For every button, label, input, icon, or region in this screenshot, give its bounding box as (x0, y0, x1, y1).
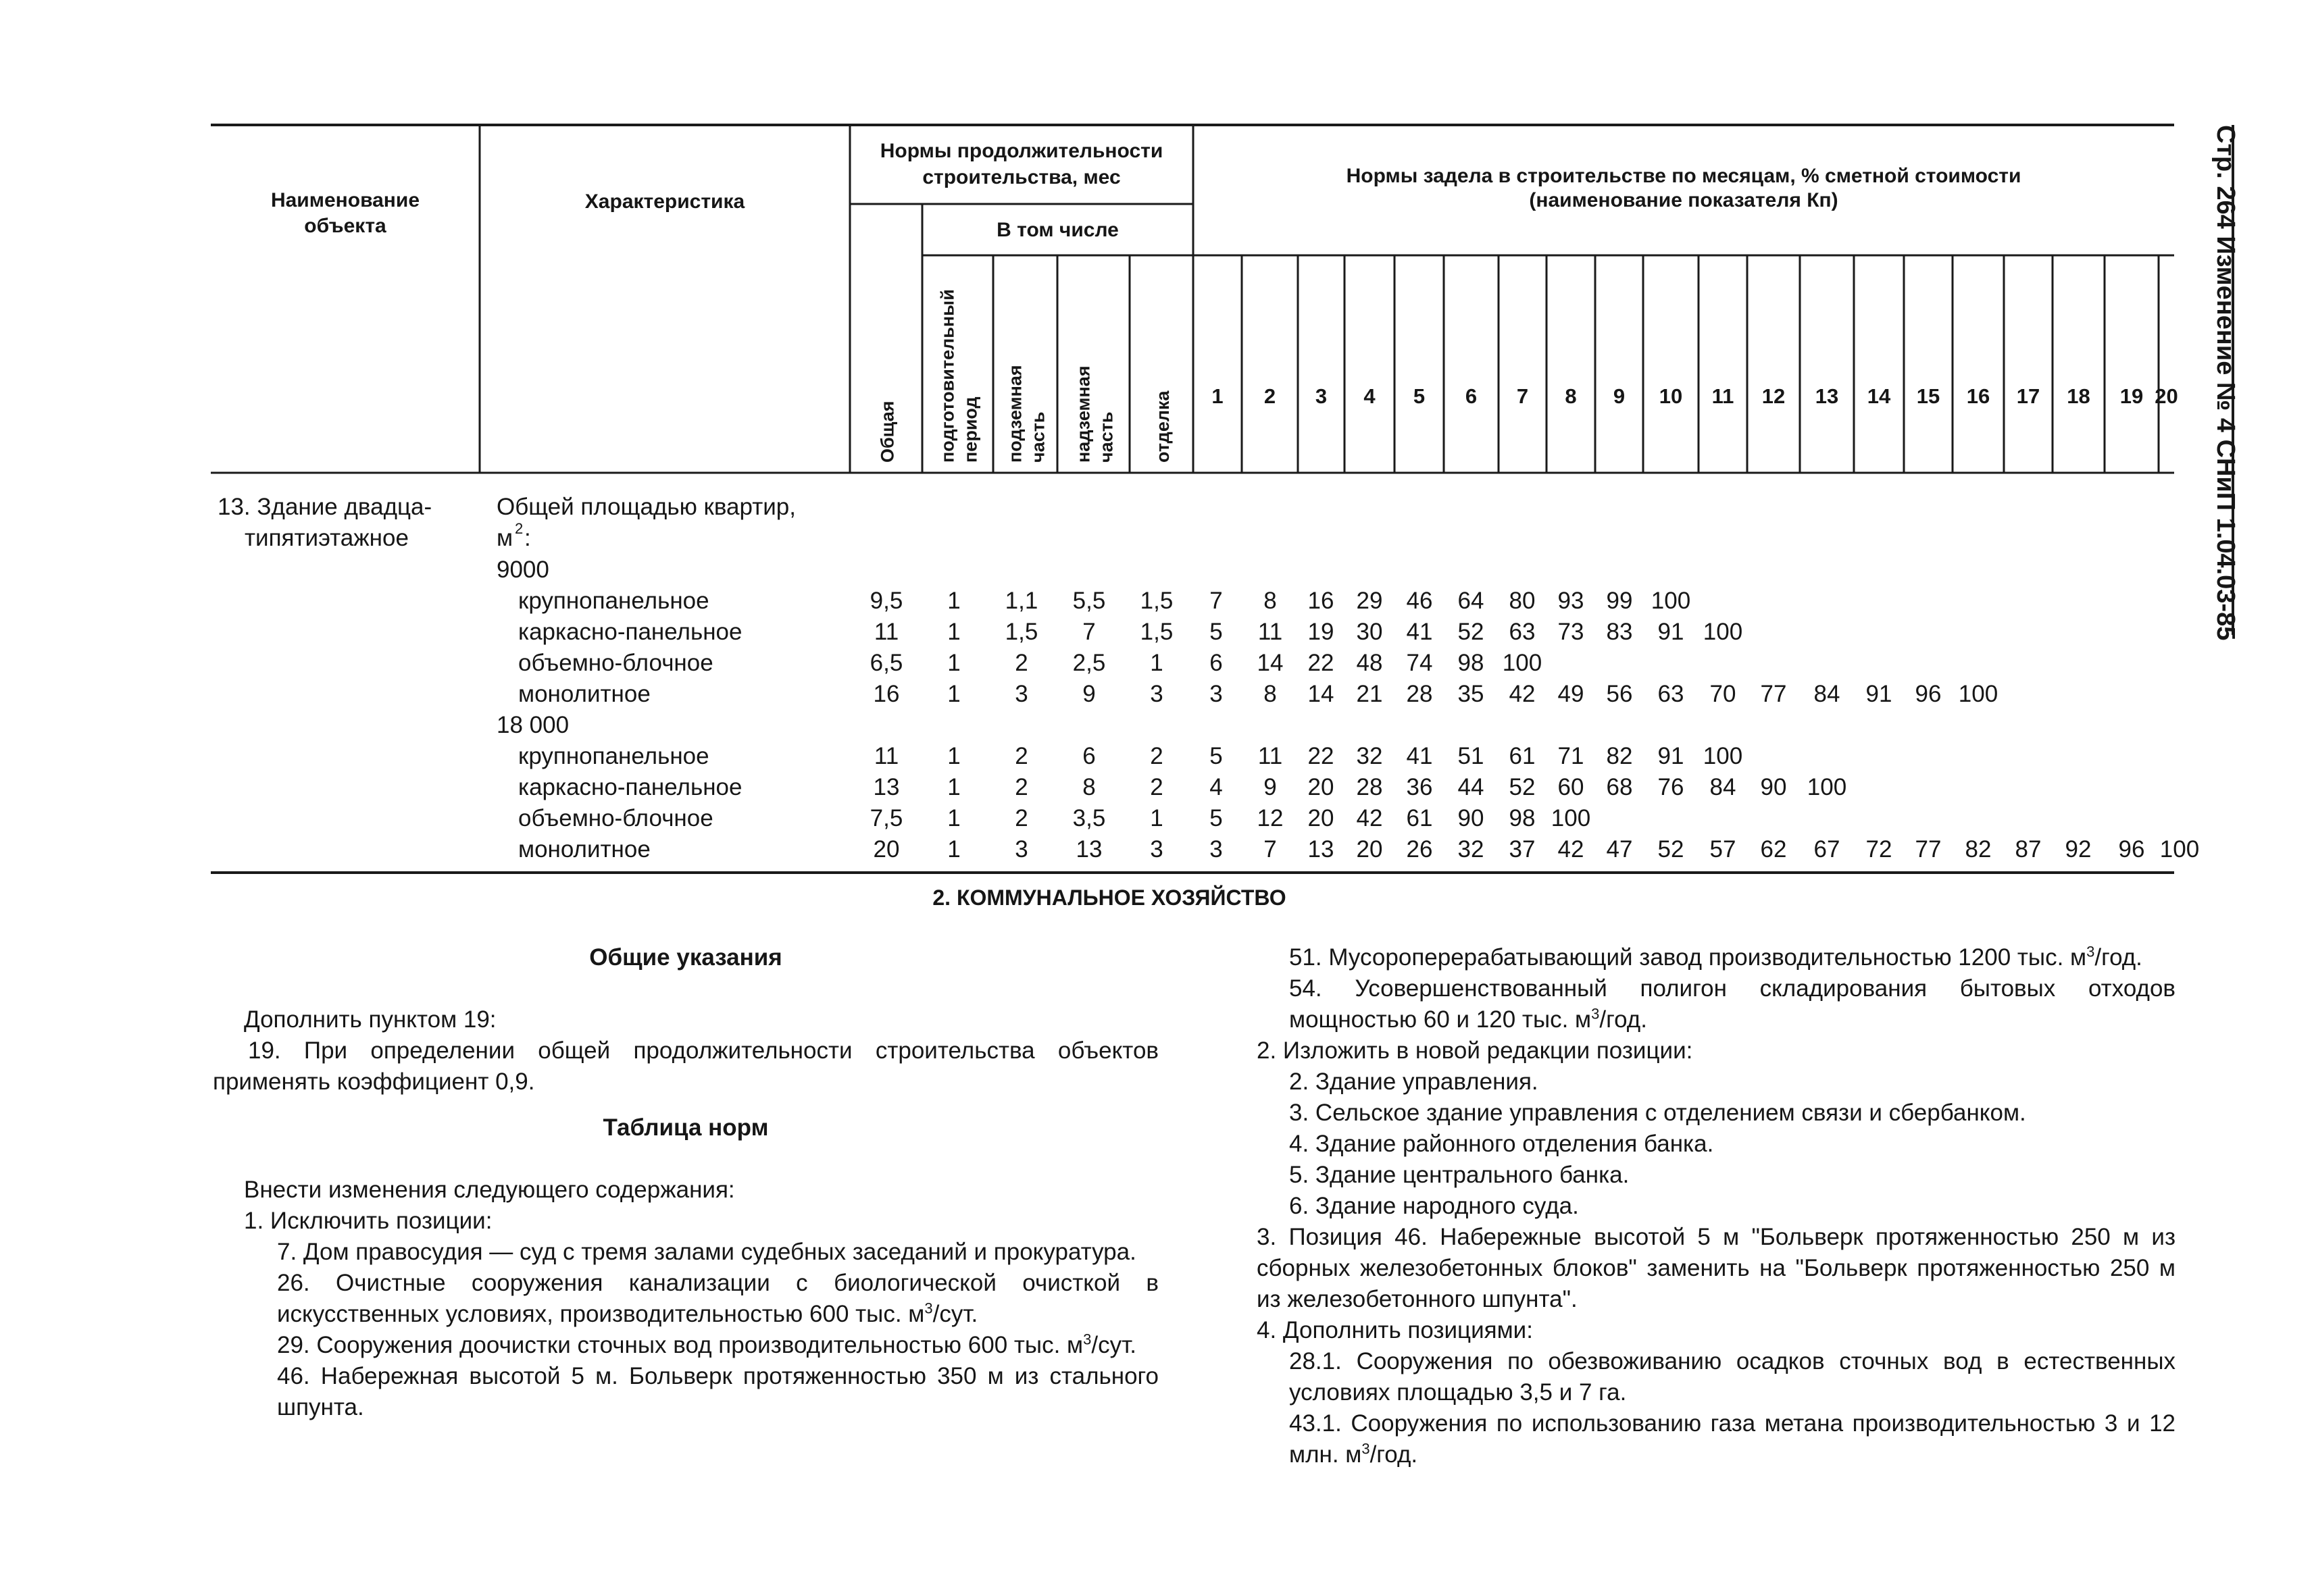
row-duration-value: 1,1 (1005, 588, 1038, 614)
row-month-value: 68 (1606, 774, 1633, 800)
header-month-9: 9 (1613, 384, 1626, 408)
row-month-value: 29 (1356, 588, 1383, 614)
row-month-value: 28 (1406, 681, 1433, 707)
row-month-value: 100 (1651, 588, 1691, 614)
row-duration-value: 1 (947, 836, 961, 863)
paragraph (1257, 1408, 2175, 1470)
row-month-value: 100 (1551, 805, 1591, 831)
paragraph-text: 29. Сооружения доочистки сточных вод производительностью 600 тыс. м (277, 1332, 1084, 1358)
object-characteristic: м (497, 525, 513, 551)
object-characteristic: : (524, 525, 531, 551)
row-month-value: 77 (1915, 836, 1942, 863)
row-month-value: 80 (1509, 588, 1536, 614)
row-month-value: 5 (1209, 619, 1223, 645)
paragraph (1257, 973, 2175, 1035)
row-month-value: 52 (1457, 619, 1484, 645)
row-month-value: 100 (2159, 836, 2200, 863)
paragraph-text: 26. Очистные сооружения канализации с биологической очисткой в искусственных условиях, производительностью 600 тыс. м (277, 1270, 1159, 1327)
object-characteristic: Общей площадью квартир, (497, 494, 796, 520)
header-month-16: 16 (1966, 384, 1990, 408)
superscript: 3 (1083, 1331, 1092, 1348)
side-header: Стр. 264 Изменение № 4 СНиП 1.04.03-85 (2211, 125, 2240, 641)
row-month-value: 51 (1457, 743, 1484, 769)
row-month-value: 98 (1509, 805, 1536, 831)
row-month-value: 22 (1307, 743, 1334, 769)
row-month-value: 100 (1958, 681, 1998, 707)
row-duration-value: 3 (1150, 681, 1163, 707)
row-duration-value: 6,5 (870, 650, 903, 676)
row-duration-value: 2 (1015, 774, 1028, 800)
row-month-value: 48 (1356, 650, 1383, 676)
paragraph: Дополнить пунктом 19: (244, 1006, 497, 1033)
paragraph (213, 1330, 1159, 1361)
row-name: объемно-блочное (518, 650, 713, 676)
row-month-value: 32 (1356, 743, 1383, 769)
header-duration-col: Общая (877, 401, 898, 463)
superscript: 3 (1591, 1005, 1600, 1023)
paragraph: 7. Дом правосудия — суд с тремя залами судебных заседаний и прокуратура. (277, 1239, 1136, 1265)
header-month-5: 5 (1413, 384, 1426, 408)
row-month-value: 46 (1406, 588, 1433, 614)
row-month-value: 6 (1209, 650, 1223, 676)
row-duration-value: 1,5 (1140, 588, 1174, 614)
row-month-value: 14 (1307, 681, 1334, 707)
row-duration-value: 6 (1082, 743, 1096, 769)
row-duration-value: 1 (947, 619, 961, 645)
paragraph: 2. Здание управления. (1289, 1069, 1538, 1095)
row-month-value: 91 (1865, 681, 1892, 707)
row-duration-value: 1 (947, 588, 961, 614)
header-duration-col: надземная (1073, 365, 1094, 463)
row-month-value: 67 (1813, 836, 1840, 863)
row-month-value: 61 (1509, 743, 1536, 769)
row-duration-value: 2 (1150, 774, 1163, 800)
header-name-col: Наименование (270, 189, 420, 211)
row-month-value: 37 (1509, 836, 1536, 863)
row-month-value: 8 (1263, 681, 1277, 707)
row-month-value: 100 (1703, 743, 1743, 769)
row-duration-value: 16 (873, 681, 900, 707)
object-name: 13. Здание двадца- (218, 494, 432, 520)
row-month-value: 20 (1356, 836, 1383, 863)
row-month-value: 11 (1257, 619, 1283, 645)
header-month-8: 8 (1565, 384, 1577, 408)
row-duration-value: 1 (947, 805, 961, 831)
row-month-value: 90 (1760, 774, 1787, 800)
row-name: монолитное (518, 681, 651, 707)
row-duration-value: 13 (873, 774, 900, 800)
header-duration-col: часть (1028, 411, 1049, 463)
paragraph: 28.1. Сооружения по обезвоживанию осадков сточных вод в естественных условиях площадью 3,5 и 7 га. (1289, 1348, 2175, 1406)
header-duration-group: Нормы продолжительности (880, 140, 1163, 162)
superscript: 3 (924, 1299, 933, 1317)
header-month-14: 14 (1867, 384, 1891, 408)
row-duration-value: 7 (1082, 619, 1096, 645)
row-month-value: 52 (1657, 836, 1684, 863)
paragraph: 46. Набережная высотой 5 м. Больверк протяженностью 350 м из стального шпунта. (277, 1363, 1159, 1420)
row-month-value: 47 (1606, 836, 1633, 863)
paragraph: 1. Исключить позиции: (244, 1208, 493, 1234)
row-month-value: 8 (1263, 588, 1277, 614)
row-month-value: 4 (1209, 774, 1223, 800)
paragraph-text: /год. (1369, 1441, 1418, 1468)
row-month-value: 11 (1257, 743, 1283, 769)
row-month-value: 92 (2065, 836, 2092, 863)
row-month-value: 44 (1457, 774, 1484, 800)
row-month-value: 22 (1307, 650, 1334, 676)
row-duration-value: 7,5 (870, 805, 903, 831)
row-month-value: 41 (1406, 743, 1433, 769)
header-char-col: Характеристика (584, 190, 745, 213)
header-month-7: 7 (1516, 384, 1529, 408)
row-month-value: 98 (1457, 650, 1484, 676)
row-month-value: 32 (1457, 836, 1484, 863)
row-month-value: 100 (1502, 650, 1542, 676)
row-name: каркасно-панельное (518, 619, 743, 645)
group-label: 18 000 (497, 712, 570, 738)
section-title: 2. КОММУНАЛЬНОЕ ХОЗЯЙСТВО (932, 885, 1286, 910)
row-month-value: 63 (1509, 619, 1536, 645)
paragraph (213, 1268, 1159, 1330)
row-month-value: 26 (1406, 836, 1433, 863)
row-duration-value: 2 (1150, 743, 1163, 769)
row-month-value: 20 (1307, 774, 1334, 800)
object-name: типятиэтажное (245, 525, 409, 551)
paragraph: 4. Дополнить позициями: (1257, 1317, 1533, 1343)
header-month-1: 1 (1211, 384, 1224, 408)
header-month-13: 13 (1815, 384, 1839, 408)
paragraph-text: /сут. (1091, 1332, 1136, 1358)
row-name: объемно-блочное (518, 805, 713, 831)
row-month-value: 9 (1263, 774, 1277, 800)
header-month-15: 15 (1916, 384, 1940, 408)
paragraph: 19. При определении общей продолжительности строительства объектов применять коэффициент 0,9. (213, 1037, 1159, 1095)
row-month-value: 56 (1606, 681, 1633, 707)
header-month-17: 17 (2016, 384, 2040, 408)
row-month-value: 60 (1557, 774, 1584, 800)
row-duration-value: 8 (1082, 774, 1096, 800)
left-column (213, 942, 1159, 1423)
row-month-value: 57 (1709, 836, 1736, 863)
row-month-value: 83 (1606, 619, 1633, 645)
header-month-4: 4 (1363, 384, 1376, 408)
header-month-18: 18 (2067, 384, 2090, 408)
row-month-value: 63 (1657, 681, 1684, 707)
row-month-value: 19 (1307, 619, 1334, 645)
row-name: крупнопанельное (518, 588, 709, 614)
row-name: каркасно-панельное (518, 774, 743, 800)
header-duration-col: отделка (1153, 390, 1173, 463)
row-month-value: 96 (2118, 836, 2145, 863)
paragraph-text: 43.1. Сооружения по использованию газа метана производительностью 3 и 12 млн. м (1289, 1410, 2175, 1468)
header-backlog-group: Нормы задела в строительстве по месяцам, % сметной стоимости (1346, 165, 2021, 187)
paragraph: Внести изменения следующего содержания: (244, 1177, 735, 1203)
header-month-19: 19 (2119, 384, 2144, 408)
row-duration-value: 3,5 (1072, 805, 1106, 831)
row-month-value: 12 (1257, 805, 1284, 831)
row-month-value: 91 (1657, 619, 1684, 645)
row-month-value: 42 (1509, 681, 1536, 707)
row-month-value: 52 (1509, 774, 1536, 800)
row-month-value: 96 (1915, 681, 1942, 707)
superscript: 3 (2086, 943, 2095, 960)
header-duration-col: подземная (1005, 365, 1026, 463)
row-month-value: 49 (1557, 681, 1584, 707)
row-month-value: 5 (1209, 805, 1223, 831)
header-including: В том числе (997, 219, 1119, 241)
row-duration-value: 1,5 (1140, 619, 1174, 645)
row-duration-value: 3 (1015, 681, 1028, 707)
header-backlog-group: (наименование показателя Кп) (1529, 189, 1838, 211)
row-month-value: 74 (1406, 650, 1433, 676)
table-body (218, 125, 2240, 910)
row-month-value: 100 (1703, 619, 1743, 645)
row-month-value: 100 (1807, 774, 1847, 800)
row-month-value: 91 (1657, 743, 1684, 769)
heading-general-notes: Общие указания (589, 944, 782, 971)
row-month-value: 41 (1406, 619, 1433, 645)
row-month-value: 13 (1307, 836, 1334, 863)
header-duration-col: часть (1096, 411, 1117, 463)
paragraph-text: /сут. (932, 1301, 978, 1327)
header-duration-col: подготовительный (937, 289, 958, 463)
row-duration-value: 9,5 (870, 588, 903, 614)
header-month-3: 3 (1315, 384, 1328, 408)
header-month-12: 12 (1761, 384, 1786, 408)
paragraph: 5. Здание центрального банка. (1289, 1162, 1630, 1188)
row-duration-value: 1,5 (1005, 619, 1038, 645)
row-duration-value: 5,5 (1072, 588, 1106, 614)
row-month-value: 62 (1760, 836, 1787, 863)
row-month-value: 64 (1457, 588, 1484, 614)
row-month-value: 14 (1257, 650, 1284, 676)
header-name-col: объекта (304, 215, 386, 237)
header-duration-group: строительства, мес (922, 166, 1121, 188)
heading-norms-table: Таблица норм (603, 1114, 769, 1141)
paragraph (1257, 942, 2175, 973)
object-characteristic-sup: 2 (515, 520, 524, 537)
row-month-value: 70 (1709, 681, 1736, 707)
header-month-2: 2 (1263, 384, 1276, 408)
row-duration-value: 1 (1150, 805, 1163, 831)
row-month-value: 42 (1356, 805, 1383, 831)
row-month-value: 99 (1606, 588, 1633, 614)
row-month-value: 73 (1557, 619, 1584, 645)
header-duration-col: период (960, 396, 981, 463)
paragraph-text: 51. Мусороперерабатывающий завод производительностью 1200 тыс. м (1289, 944, 2087, 971)
row-month-value: 71 (1557, 743, 1584, 769)
row-month-value: 3 (1209, 836, 1223, 863)
header-month-20: 20 (2155, 384, 2178, 408)
row-duration-value: 1 (947, 743, 961, 769)
row-duration-value: 2,5 (1072, 650, 1106, 676)
paragraph-text: 54. Усовершенствованный полигон складирования бытовых отходов мощностью 60 и 120 тыс. м (1289, 975, 2175, 1033)
row-month-value: 30 (1356, 619, 1383, 645)
row-duration-value: 2 (1015, 805, 1028, 831)
row-month-value: 87 (2015, 836, 2042, 863)
row-duration-value: 1 (947, 650, 961, 676)
row-duration-value: 3 (1015, 836, 1028, 863)
paragraph: 2. Изложить в новой редакции позиции: (1257, 1037, 1693, 1064)
row-duration-value: 11 (874, 619, 899, 645)
row-month-value: 20 (1307, 805, 1334, 831)
row-duration-value: 13 (1076, 836, 1103, 863)
paragraph: 3. Сельское здание управления с отделением связи и сбербанком. (1289, 1100, 2026, 1126)
paragraph: 6. Здание народного суда. (1289, 1193, 1579, 1219)
row-month-value: 28 (1356, 774, 1383, 800)
row-month-value: 42 (1557, 836, 1584, 863)
row-month-value: 61 (1406, 805, 1433, 831)
paragraph: 4. Здание районного отделения банка. (1289, 1131, 1714, 1157)
row-month-value: 84 (1813, 681, 1840, 707)
row-duration-value: 20 (873, 836, 900, 863)
row-duration-value: 11 (874, 743, 899, 769)
superscript: 3 (1361, 1440, 1370, 1458)
row-name: монолитное (518, 836, 651, 863)
row-month-value: 82 (1606, 743, 1633, 769)
row-duration-value: 2 (1015, 743, 1028, 769)
row-duration-value: 9 (1082, 681, 1096, 707)
row-month-value: 84 (1709, 774, 1736, 800)
paragraph-text: /год. (1599, 1006, 1647, 1033)
row-month-value: 5 (1209, 743, 1223, 769)
row-month-value: 90 (1457, 805, 1484, 831)
row-month-value: 7 (1263, 836, 1277, 863)
header-month-11: 11 (1711, 384, 1734, 408)
header-month-6: 6 (1465, 384, 1478, 408)
row-duration-value: 1 (947, 774, 961, 800)
row-duration-value: 1 (947, 681, 961, 707)
row-month-value: 36 (1406, 774, 1433, 800)
row-duration-value: 2 (1015, 650, 1028, 676)
group-label: 9000 (497, 557, 549, 583)
row-month-value: 77 (1760, 681, 1787, 707)
row-month-value: 72 (1865, 836, 1892, 863)
paragraph-text: /год. (2094, 944, 2142, 971)
row-duration-value: 3 (1150, 836, 1163, 863)
row-month-value: 21 (1356, 681, 1383, 707)
row-month-value: 93 (1557, 588, 1584, 614)
row-month-value: 3 (1209, 681, 1223, 707)
row-month-value: 76 (1657, 774, 1684, 800)
row-month-value: 82 (1965, 836, 1992, 863)
paragraph: 3. Позиция 46. Набережные высотой 5 м "Больверк протяженностью 250 м из сборных железобетонных блоков" заменить на "Больверк протяженностью 250 м из железобетонного шпунта". (1257, 1224, 2175, 1312)
table-header (271, 140, 2178, 463)
header-month-10: 10 (1659, 384, 1683, 408)
right-column (1257, 942, 2175, 1470)
row-duration-value: 1 (1150, 650, 1163, 676)
row-month-value: 16 (1307, 588, 1334, 614)
row-name: крупнопанельное (518, 743, 709, 769)
row-month-value: 7 (1209, 588, 1223, 614)
row-month-value: 35 (1457, 681, 1484, 707)
